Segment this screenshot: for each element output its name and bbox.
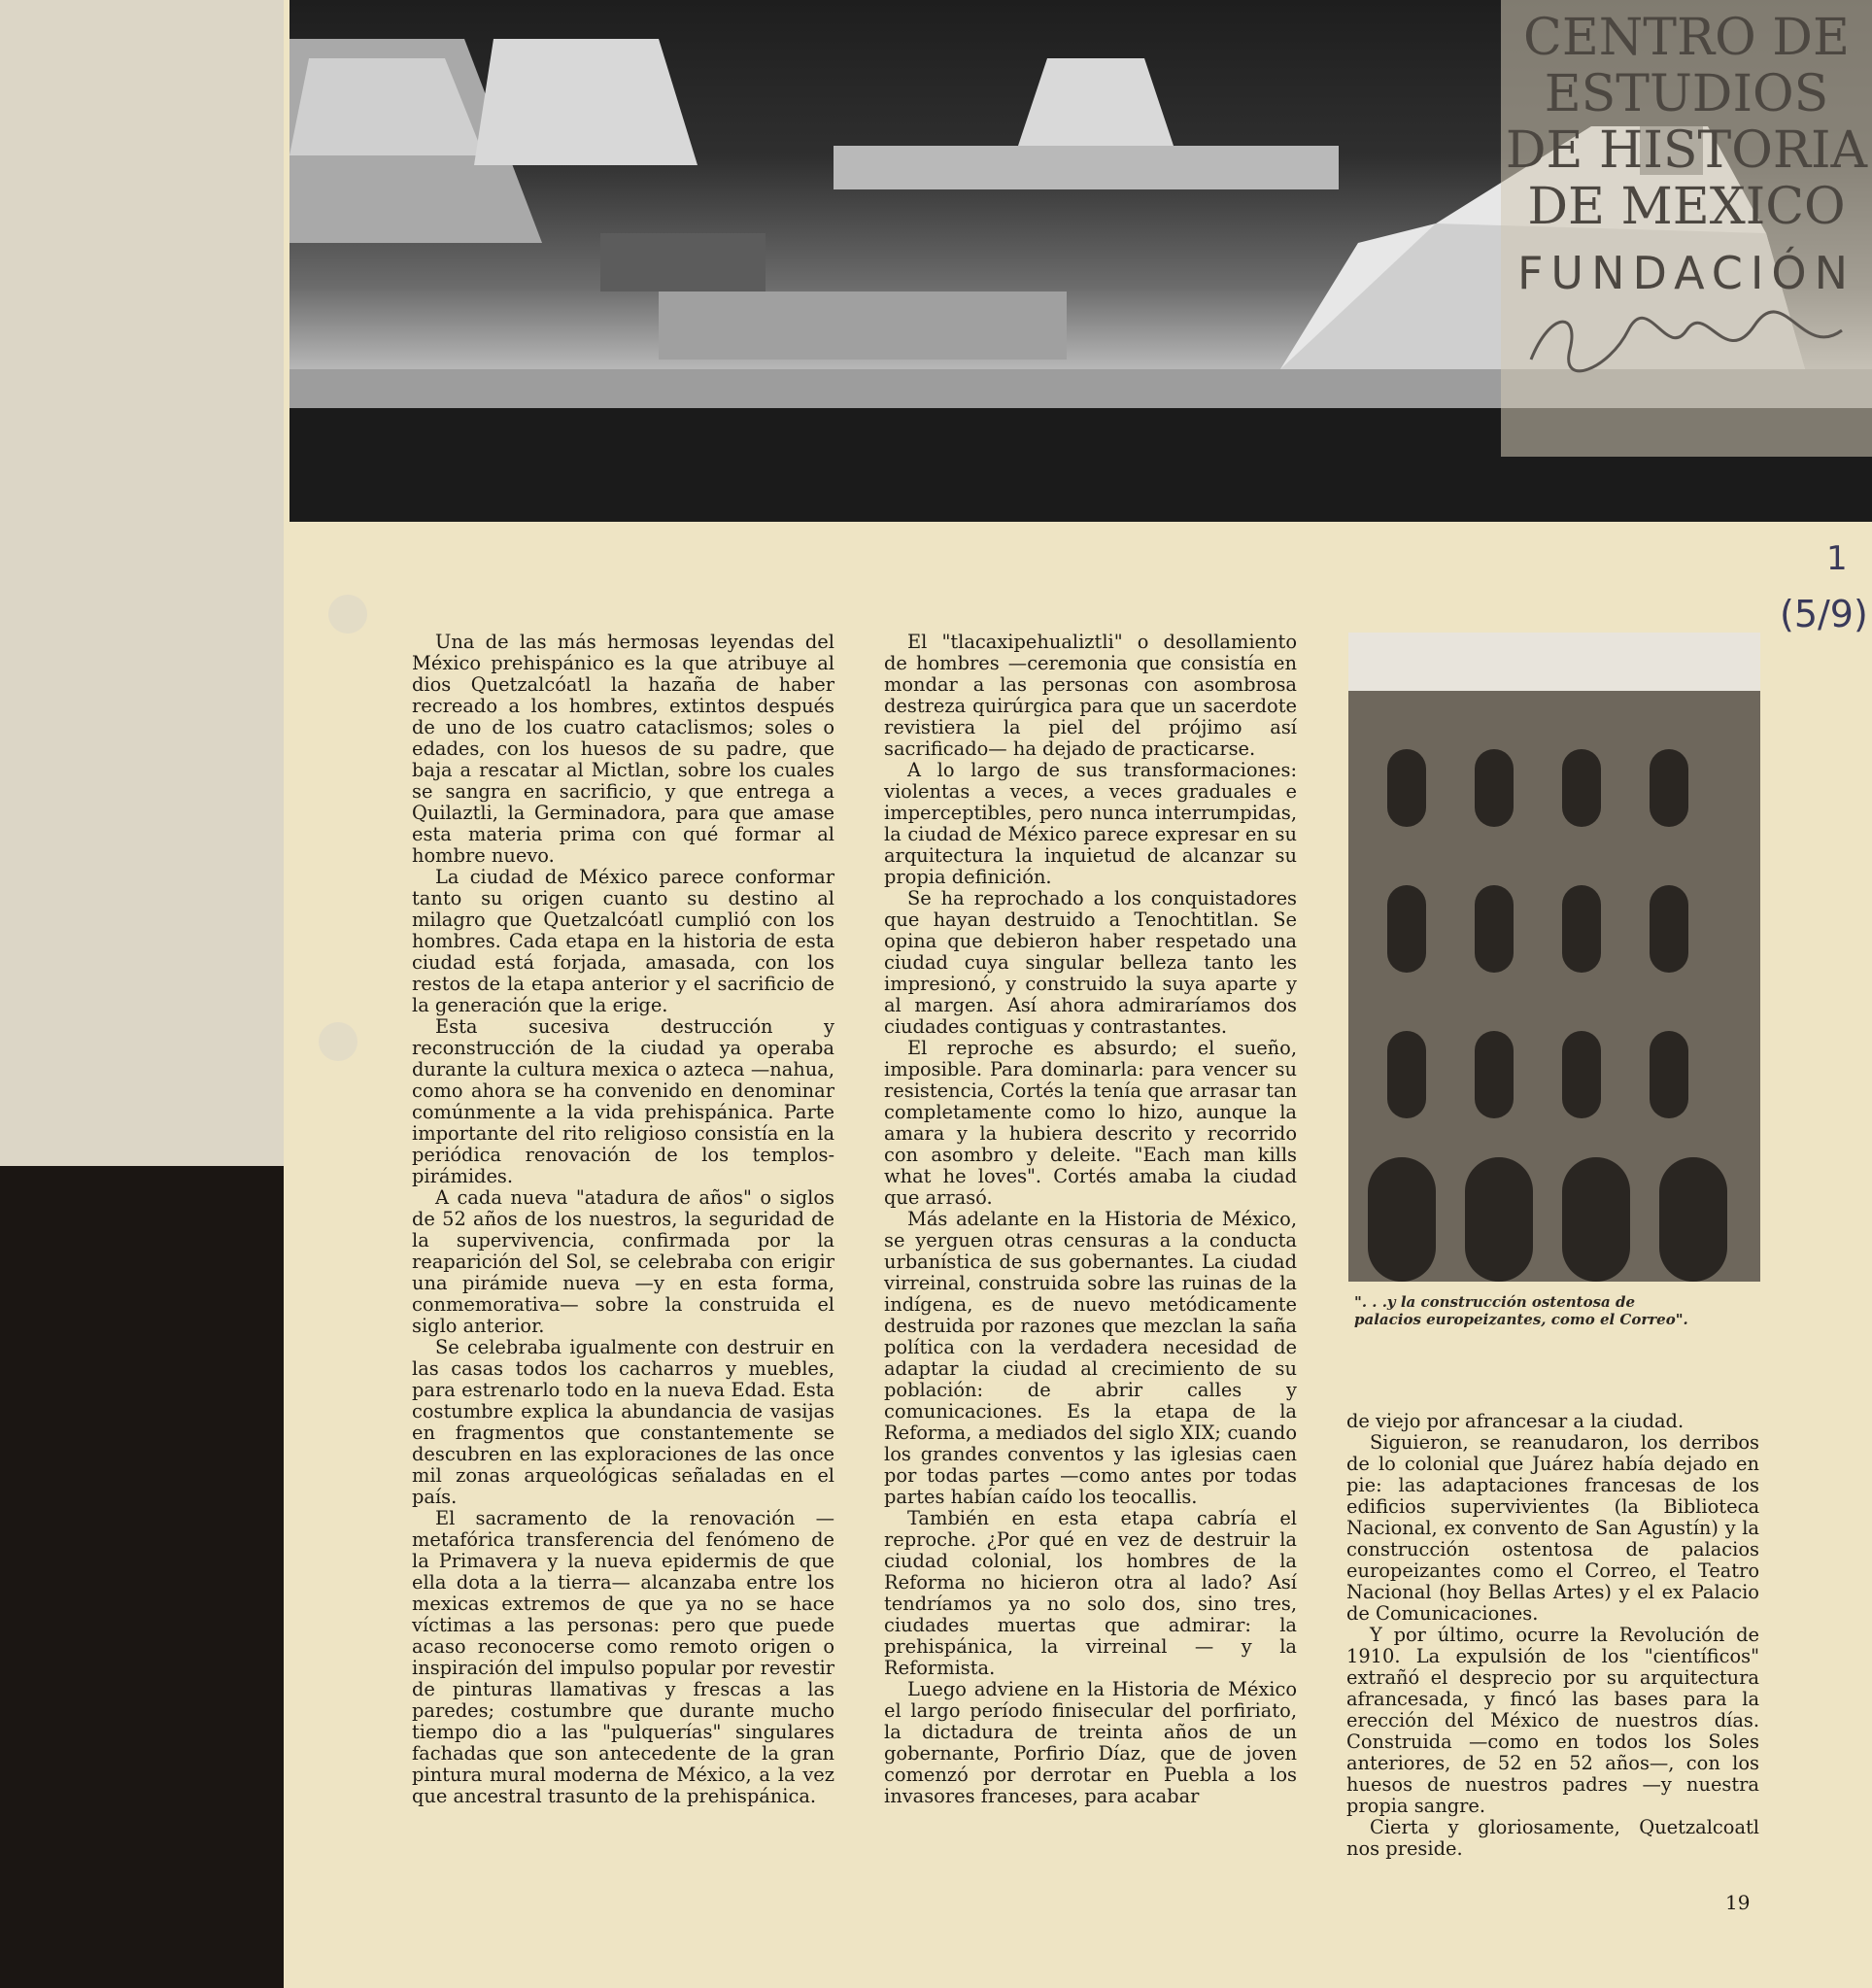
paragraph: Más adelante en la Historia de México, se yerguen otras censuras a la conducta urbanística de sus gobernantes. La ciudad virreinal, construida sobre las ruinas de la indígena, es de nuevo metódicamente destruida por razones que mezclan la saña política con la verdadera necesidad de adaptar la ciudad al crecimiento de su población: de abrir calles y comunicaciones. Es la etapa de la Reforma, a mediados del siglo XIX; cuando los grandes conventos y las iglesias caen por todas partes —como antes por todas partes habían caído los teocallis. bbox=[884, 1208, 1297, 1508]
paragraph: La ciudad de México parece conformar tanto su origen cuanto su destino al milagro que Quetzalcóatl cumplió con los hombres. Cada etapa en la historia de esta ciudad está forjada, amasada, con los restos de la etapa anterior y el sacrificio de la generación que la erige. bbox=[412, 866, 834, 1016]
paragraph: Se ha reprochado a los conquistadores que hayan destruido a Tenochtitlan. Se opina que debieron haber respetado una ciudad cuya singular belleza tanto les impresionó, y construido la suya aparte y al margen. Así ahora admiraríamos dos ciudades contiguas y contrastantes. bbox=[884, 887, 1297, 1038]
paragraph: El "tlacaxipehualiztli" o desollamiento de hombres —ceremonia que consistía en mondar a las personas con asombrosa destreza quirúrgica para que un sacerdote revistiera la piel del prójimo así sacrificado— ha dejado de practicarse. bbox=[884, 631, 1297, 760]
paragraph: Siguieron, se reanudaron, los derribos de lo colonial que Juárez había dejado en pie: las adaptaciones francesas de los edificios supervivientes (la Biblioteca Nacional, ex convento de San Agustín) y la construcción ostentosa de palacios europeizantes como el Correo, el Teatro Nacional (hoy Bellas Artes) y el ex Palacio de Comunicaciones. bbox=[1346, 1431, 1759, 1625]
paragraph: El reproche es absurdo; el sueño, imposible. Para dominarla: para vencer su resistencia, Cortés la tenía que arrasar tan completamente como lo hizo, aunque la amara y la hubiera descrito y recorrido con asombro y deleite. "Each man kills what he loves". Cortés amaba la ciudad que arrasó. bbox=[884, 1037, 1297, 1209]
paragraph: Cierta y gloriosamente, Quetzalcoatl nos preside. bbox=[1346, 1816, 1759, 1860]
handwritten-reference: (5/9) bbox=[1780, 593, 1868, 635]
article-column-3 bbox=[1346, 1411, 1759, 1860]
stamp-fundacion: FUNDACIÓN bbox=[1516, 247, 1856, 299]
palacio-correo-photo bbox=[1348, 633, 1760, 1282]
article-column-2 bbox=[884, 632, 1297, 1807]
stamp-line-3: DE HISTORIA bbox=[1505, 121, 1868, 180]
archive-watermark-stamp bbox=[1501, 0, 1872, 457]
paragraph: También en esta etapa cabría el reproche. ¿Por qué en vez de destruir la ciudad colonial, los hombres de la Reforma no hicieron otra al lado? Así tendríamos ya no solo dos, sino tres, ciudades muertas que admirar: la prehispánica, la virreinal — y la Reformista. bbox=[884, 1507, 1297, 1679]
left-paper-margin bbox=[0, 0, 284, 1166]
paragraph-continued: de viejo por afrancesar a la ciudad. bbox=[1346, 1410, 1685, 1432]
paragraph: Una de las más hermosas leyendas del México prehispánico es la que atribuye al dios Quetzalcóatl la hazaña de haber recreado a los hombres, extintos después de uno de los cuatro cataclismos; soles o edades, con los huesos de su padre, que baja a rescatar al Mictlan, sobre los cuales se sangra en sacrificio, y que entrega a Quilaztli, la Germinadora, para que amase esta materia prima con qué formar al hombre nuevo. bbox=[412, 631, 834, 867]
stamp-line-1: CENTRO DE bbox=[1523, 9, 1850, 67]
building-facade-illustration bbox=[1348, 633, 1760, 1282]
paragraph: El sacramento de la renovación —metafórica transferencia del fenómeno de la Primavera y la nueva epidermis de que ella dota a la tierra— alcanzaba entre los mexicas extremos de que ya no se hace víctimas a las personas: pero que puede acaso reconocerse como remoto origen o inspiración del impulso popular por revestir de pinturas llamativas y frescas a las paredes; costumbre que durante mucho tiempo dio a las "pulquerías" singulares fachadas que son antecedente de la gran pintura mural moderna de México, a la vez que ancestral trasunto de la prehispánica. bbox=[412, 1507, 834, 1807]
handwritten-number: 1 bbox=[1826, 539, 1848, 578]
paragraph: A lo largo de sus transformaciones: violentas a veces, a veces graduales e imperceptibles, pero nunca interrumpidas, la ciudad de México parece expresar en su arquitectura la inquietud de alcanzar su propia definición. bbox=[884, 759, 1297, 888]
stamp-line-4: DE MEXICO bbox=[1527, 178, 1846, 236]
page-number: 19 bbox=[1725, 1891, 1751, 1914]
paragraph: Luego adviene en la Historia de México el largo período finisecular del porfiriato, la dictadura de treinta años de un gobernante, Porfirio Díaz, que de joven comenzó por derrotar en Puebla a los invasores franceses, para acabar bbox=[884, 1678, 1297, 1807]
punch-hole bbox=[328, 595, 367, 634]
stamp-line-2: ESTUDIOS bbox=[1544, 65, 1829, 123]
paragraph: Esta sucesiva destrucción y reconstrucción de la ciudad ya operaba durante la cultura mexica o azteca —nahua, como ahora se ha convenido en denominar comúnmente a la vida prehispánica. Parte importante del rito religioso consistía en la periódica renovación de los templos-pirámides. bbox=[412, 1015, 834, 1187]
photo-caption: ". . .y la construcción ostentosa de palacios europeizantes, como el Correo". bbox=[1354, 1293, 1688, 1328]
signature-icon bbox=[1512, 301, 1861, 379]
paragraph: Se celebraba igualmente con destruir en las casas todos los cacharros y muebles, para estrenarlo todo en la nueva Edad. Esta costumbre explica la abundancia de vasijas en fragmentos que constantemente se descubren en las exploraciones de las once mil zonas arqueológicas señaladas en el país. bbox=[412, 1336, 834, 1508]
punch-hole bbox=[319, 1022, 357, 1061]
dark-background bbox=[0, 1166, 301, 1988]
article-column-1 bbox=[412, 632, 834, 1807]
paragraph: Y por último, ocurre la Revolución de 1910. La expulsión de los "científicos" extrañó el desprecio por su arquitectura afrancesada, y fincó las bases para la erección del México de nuestros días. Construida —como en todos los Soles anteriores, de 52 en 52 años—, con los huesos de nuestros padres —y nuestra propia sangre. bbox=[1346, 1624, 1759, 1817]
paragraph: A cada nueva "atadura de años" o siglos de 52 años de los nuestros, la seguridad de la supervivencia, confirmada por la reaparición del Sol, se celebraba con erigir una pirámide nueva —y en esta forma, conmemorativa— sobre la construida el siglo anterior. bbox=[412, 1186, 834, 1337]
